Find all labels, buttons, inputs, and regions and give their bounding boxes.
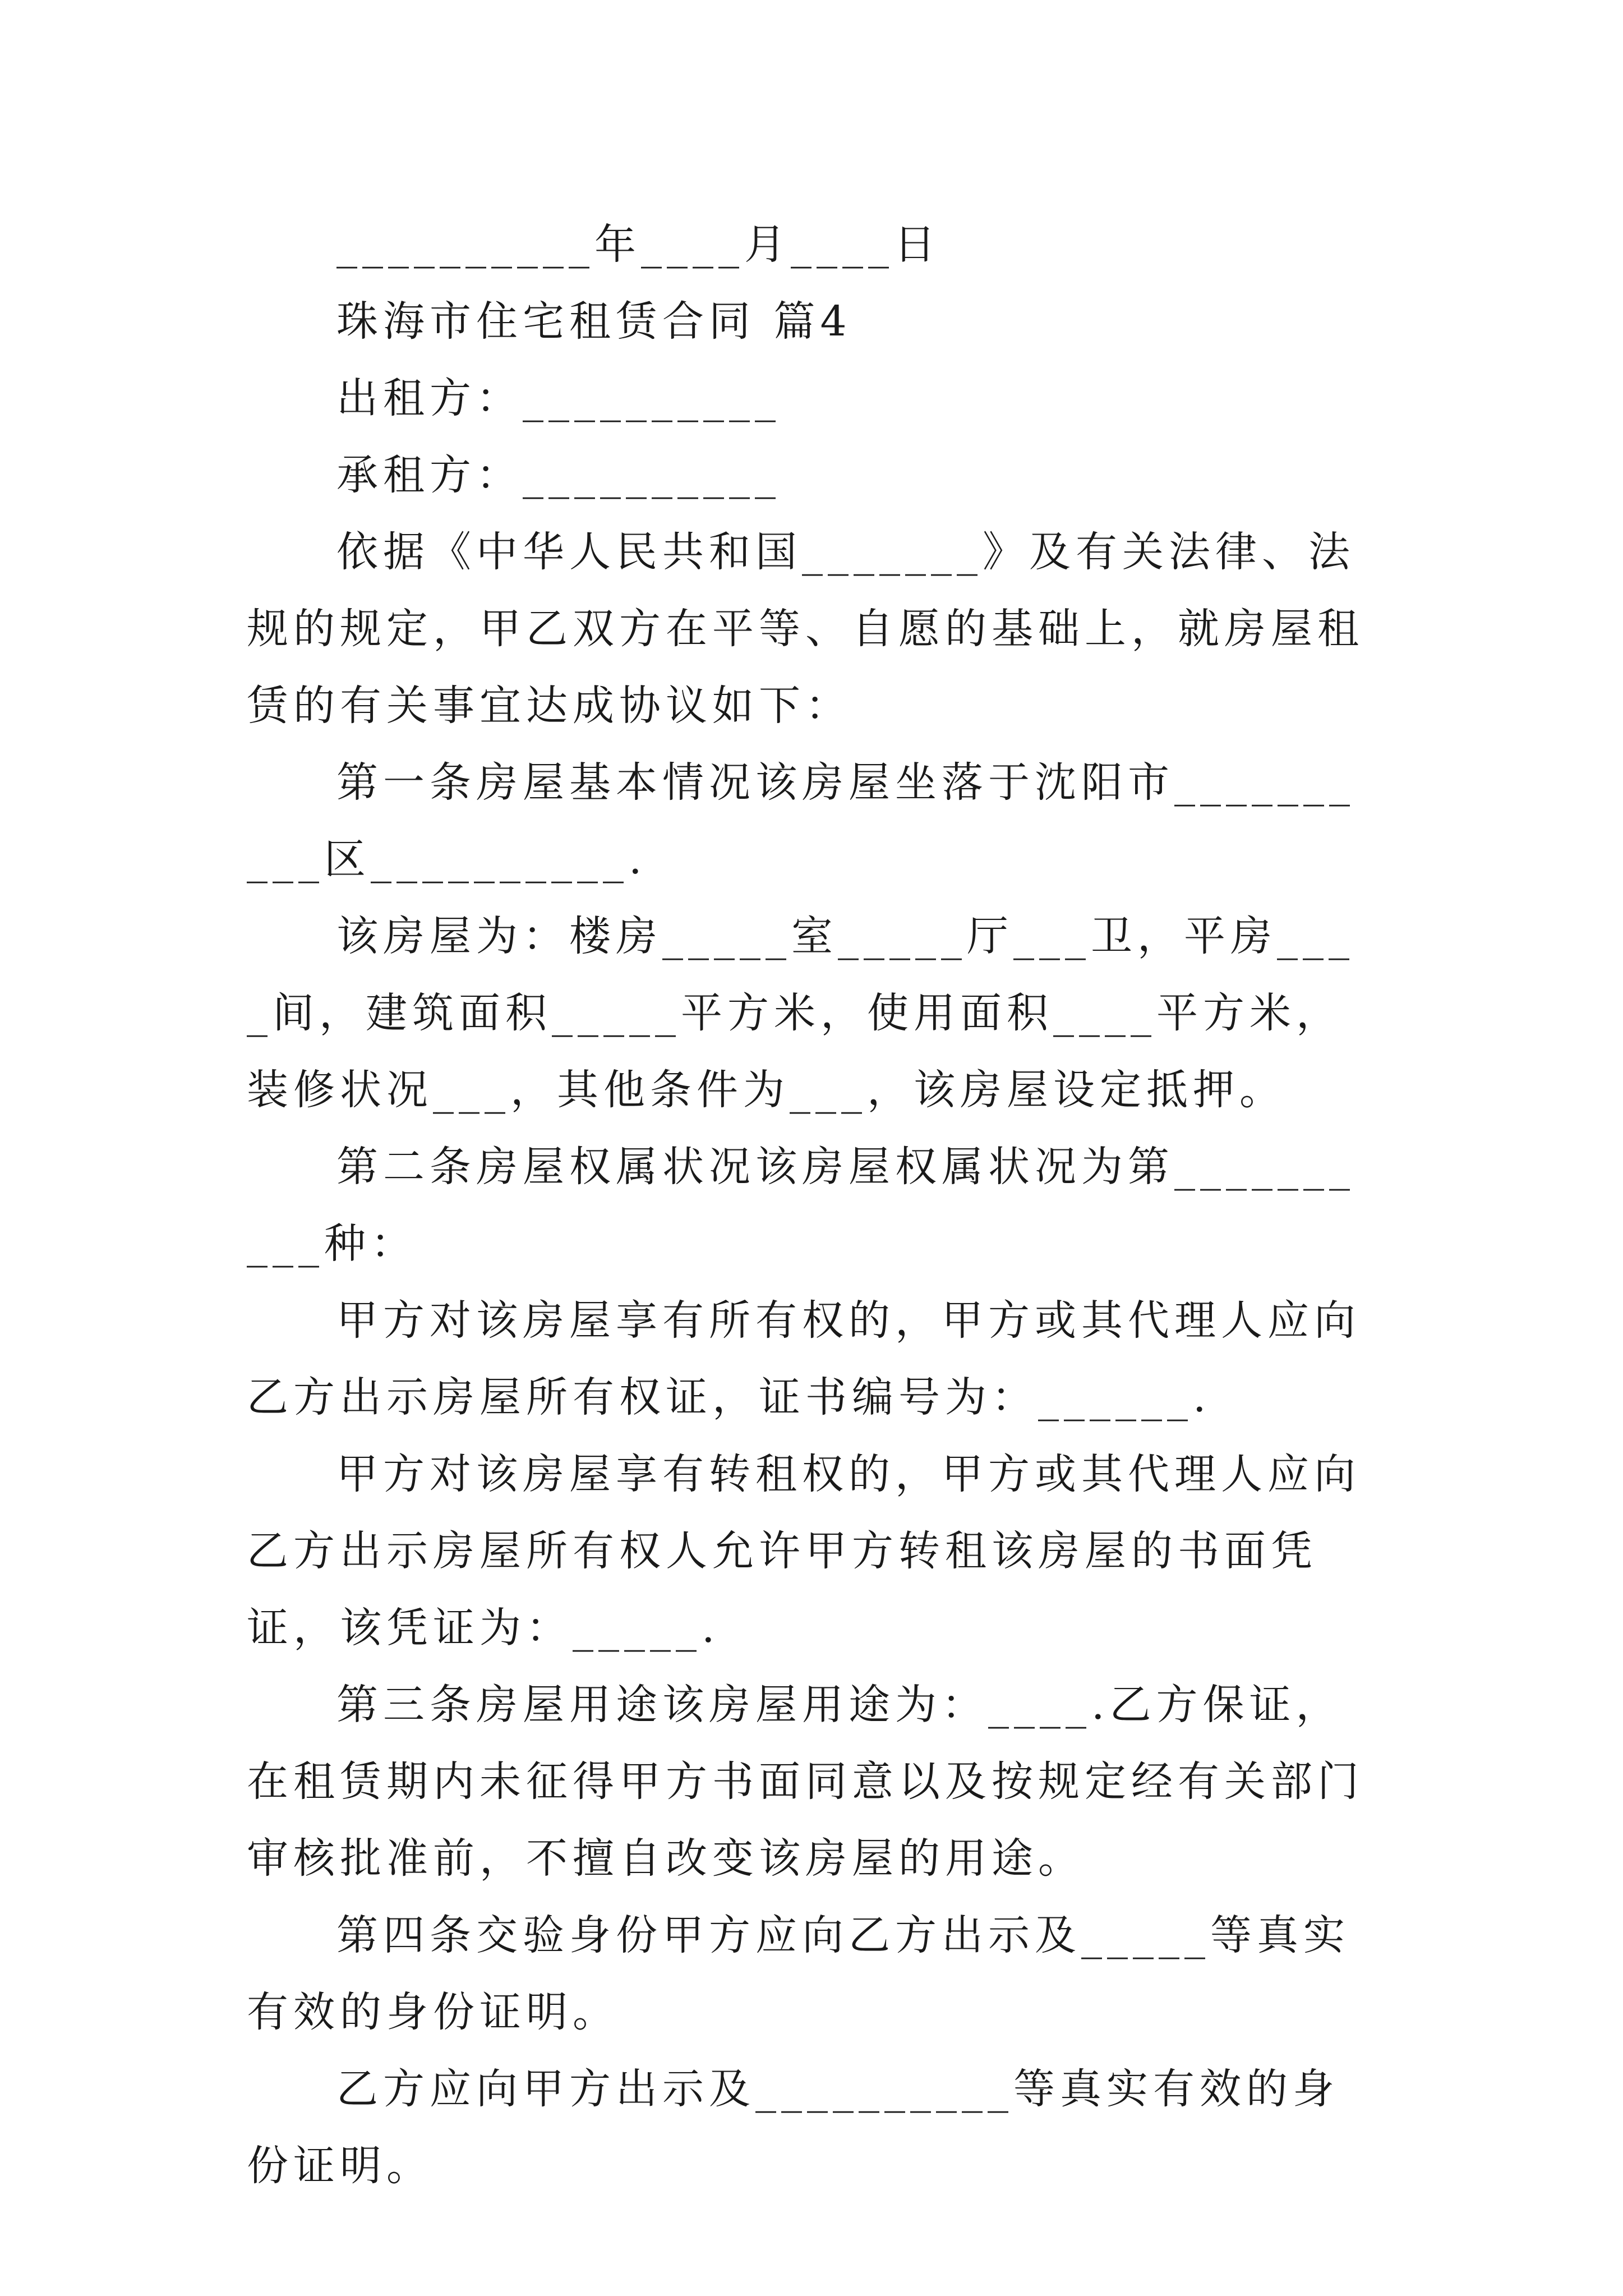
lessor-line: 出租方：__________ (336, 374, 781, 422)
lessee-line: 承租方：__________ (336, 451, 781, 499)
article-4-lessee-id: 乙方应向甲方出示及__________等真实有效的身份证明。 (247, 2065, 1339, 2190)
preamble-paragraph: 依据《中华人民共和国_______》及有关法律、法规的规定，甲乙双方在平等、自愿的基础上，就房屋租赁的有关事宜达成协议如下： (247, 528, 1364, 730)
article-2-sublease-cert: 甲方对该房屋享有转租权的，甲方或其代理人应向乙方出示房屋所有权人允许甲方转租该房屋的书面凭证，该凭证为：_____. (247, 1450, 1361, 1652)
date-line: __________年____月____日 (336, 220, 940, 269)
article-1-details: 该房屋为：楼房_____室_____厅___卫，平房____间，建筑面积_____平方米，使用面积____平方米，装修状况___，其他条件为___，该房屋设定抵押。 (247, 912, 1354, 1114)
article-2-ownership-cert: 甲方对该房屋享有所有权的，甲方或其代理人应向乙方出示房屋所有权证，证书编号为：______. (247, 1296, 1361, 1421)
article-2-ownership: 第二条房屋权属状况该房屋权属状况为第__________种： (247, 1143, 1355, 1268)
contract-title: 珠海市住宅租赁合同 篇4 (336, 297, 852, 346)
contract-text (247, 206, 1374, 2205)
article-4-lessor-id: 第四条交验身份甲方应向乙方出示及_____等真实有效的身份证明。 (247, 1911, 1350, 2036)
article-1-location: 第一条房屋基本情况该房屋坐落于沈阳市__________区__________. (247, 758, 1355, 884)
article-3-use: 第三条房屋用途该房屋用途为：____.乙方保证，在租赁期内未征得甲方书面同意以及按规定经有关部门审核批准前，不擅自改变该房屋的用途。 (247, 1681, 1364, 1883)
